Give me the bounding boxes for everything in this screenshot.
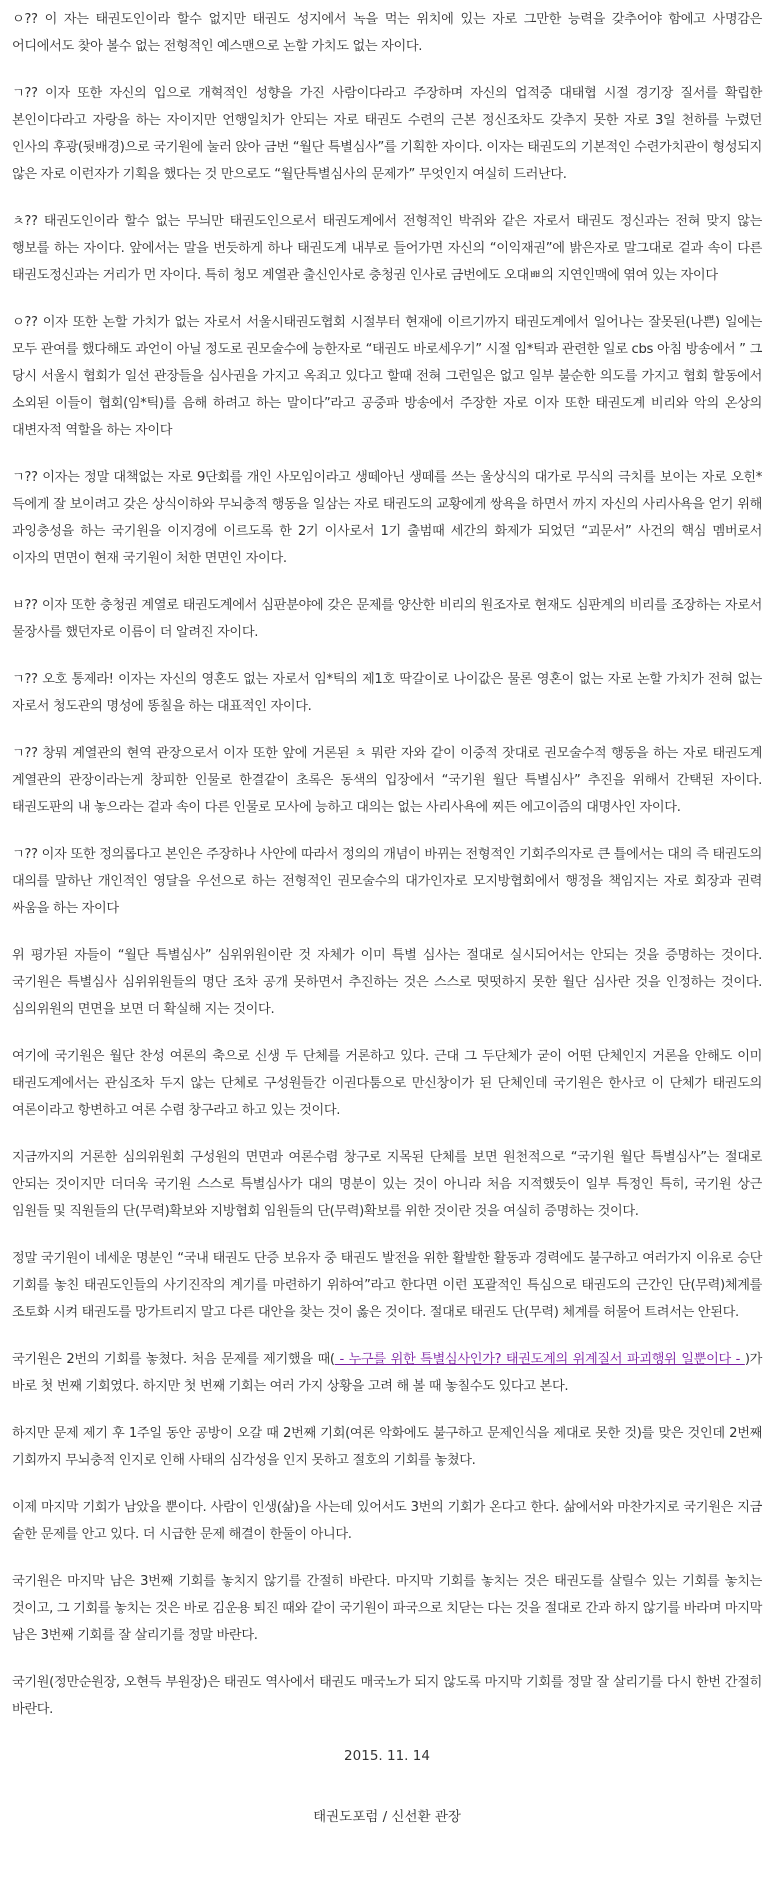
paragraph-10: 위 평가된 자들이 “월단 특별심사” 심위위원이란 것 자체가 이미 특별 심사는 절대로 실시되어서는 안되는 것을 증명하는 것이다. 국기원은 특별심사 심위위원들의 명단 조차 공개 못하면서 추진하는 것은 스스로 떳떳하지 못한 월단 심사란 것을 인정하는 것이다. 심의위원의 면면을 보면 더 확실해 지는 것이다. <box>12 948 762 1017</box>
closing-paragraph-1: 하지만 문제 제기 후 1주일 동안 공방이 오갈 때 2번째 기회(여론 악화에도 불구하고 문제인식을 제대로 못한 것)를 맞은 것인데 2번째 기회까지 무뇌충적 인지로 인해 사태의 심각성을 인지 못하고 절호의 기회를 놓쳤다. <box>12 1426 762 1468</box>
paragraph-11: 여기에 국기원은 월단 찬성 여론의 축으로 신생 두 단체를 거론하고 있다. 근대 그 두단체가 굳이 어떤 단체인지 거론을 안해도 이미 태권도계에서는 관심조차 두지 않는 단체로 구성원들간 이권다툼으로 만신창이가 된 단체인데 국기원은 한사코 이 단체가 태권도의 여론이라고 항변하고 여론 수렴 창구라고 하고 있는 것이다. <box>12 1049 762 1118</box>
paragraph-4: ㅇ?? 이자 또한 논할 가치가 없는 자로서 서울시태권도협회 시절부터 현재에 이르기까지 태권도계에서 일어나는 잘못된(나쁜) 일에는 모두 관여를 했다해도 과언이 아닐 정도로 권모술수에 능한자로 “태권도 바로세우기” 시절 임*틱과 관련한 일로 cbs 아침 방송에서 ” 그 당시 서울시 협회가 일선 관장들을 심사권을 가지고 옥죄고 있다고 할때 전혀 그런일은 없고 일부 불순한 의도를 가지고 협회 할동에서 소외된 이들이 협회(임*틱)를 음해 하려고 하는 말이다”라고 공중파 방송에서 주장한 자로 이자 또한 태권도계 비리와 악의 온상의 대변자적 역할을 하는 자이다 <box>12 315 762 438</box>
link-paragraph-before: 국기원은 2번의 기회를 놓쳤다. 처음 문제를 제기했을 때( <box>12 1352 335 1367</box>
closing-paragraph-2: 이제 마지막 기회가 남았을 뿐이다. 사람이 인생(삶)을 사는데 있어서도 3번의 기회가 온다고 한다. 삶에서와 마찬가지로 국기원은 지금 숱한 문제를 안고 있다. 더 시급한 문제 해결이 한둘이 아니다. <box>12 1500 762 1542</box>
paragraph-with-link <box>12 1346 762 1400</box>
paragraph-1: ㅇ?? 이 자는 태권도인이라 할수 없지만 태권도 성지에서 녹을 먹는 위치에 있는 자로 그만한 능력을 갖추어야 함에고 사명감은 어디에서도 찾아 볼수 없는 전형적인 예스맨으로 논할 가치도 없는 자이다. <box>12 12 762 54</box>
article-author: 태권도포럼 / 신선환 관장 <box>313 1809 461 1825</box>
paragraph-5: ㄱ?? 이자는 정말 대책없는 자로 9단회를 개인 사모임이라고 생떼아닌 생떼를 쓰는 울상식의 대가로 무식의 극치를 보이는 자로 오힌*득에게 잘 보이려고 갖은 상식이하와 무뇌충적 행동을 일삼는 자로 태권도의 교황에게 쌍욕을 하면서 까지 자신의 사리사욕을 얻기 위해 과잉충성을 하는 국기원을 이지경에 이르도록 한 2기 이사로서 1기 출범때 세간의 화제가 되었던 “괴문서” 사건의 핵심 멤버로서 이자의 면면이 현재 국기원이 처한 면면인 자이다. <box>12 470 762 566</box>
paragraph-9: ㄱ?? 이자 또한 정의롭다고 본인은 주장하나 사안에 따라서 정의의 개념이 바뀌는 전형적인 기회주의자로 큰 틀에서는 대의 즉 태권도의 대의를 말하난 개인적인 영달을 우선으로 하는 전형적인 권모술수의 대가인자로 모지방협회에서 행정을 책임지는 자로 회장과 권력 싸움을 하는 자이다 <box>12 847 762 916</box>
paragraph-3: ㅊ?? 태권도인이라 할수 없는 무늬만 태권도인으로서 태권도계에서 전형적인 박쥐와 같은 자로서 태권도 정신과는 전혀 맞지 않는 행보를 하는 자이다. 앞에서는 말을 번듯하게 하나 태권도계 내부로 들어가면 자신의 “이익재권”에 밝은자로 말그대로 겉과 속이 다른 태권도정신과는 거리가 먼 자이다. 특히 청모 계열관 출신인사로 충청권 인사로 금번에도 오대ㅃ의 지연인맥에 엮여 있는 자이다 <box>12 214 762 283</box>
paragraph-7: ㄱ?? 오호 통제라! 이자는 자신의 영혼도 없는 자로서 임*틱의 제1호 딱갈이로 나이값은 물론 영혼이 없는 자로 논할 가치가 전혀 없는 자로서 청도관의 명성에 똥칠을 하는 대표적인 자이다. <box>12 672 762 714</box>
paragraph-12: 지금까지의 거론한 심의위원회 구성원의 면면과 여론수렴 창구로 지목된 단체를 보면 원천적으로 “국기원 월단 특별심사”는 절대로 안되는 것이지만 더더욱 국기원 스스로 특별심사가 대의 명분이 있는 것이 아니라 처음 지적했듯이 일부 특정인 특히, 국기원 상근 임원들 및 직원들의 단(무력)확보와 지방협회 임원들의 단(무력)확보를 위한 것이란 것을 여실히 증명하는 것이다. <box>12 1150 762 1219</box>
related-article-link[interactable]: - 누구를 위한 특별심사인가? 태권도계의 위계질서 파괴행위 일뿐이다 - <box>334 1352 745 1367</box>
paragraph-13: 정말 국기원이 네세운 명분인 “국내 태권도 단증 보유자 중 태권도 발전을 위한 활발한 활동과 경력에도 불구하고 여러가지 이유로 승단 기회를 놓친 태권도인들의 사기진작의 계기를 마련하기 위하여”라고 한다면 이런 포괄적인 특심으로 태권도의 근간인 단(무력)체계를 조토화 시켜 태권도를 망가트리지 말고 다른 대안을 찾는 것이 옳은 것이다. 절대로 태권도 단(무력) 체계를 허물어 트려서는 안된다. <box>12 1251 762 1320</box>
paragraph-2: ㄱ?? 이자 또한 자신의 입으로 개혁적인 성향을 가진 사람이다라고 주장하며 자신의 업적중 대태협 시절 경기장 질서를 확립한 본인이다라고 자랑을 하는 자이지만 언행일치가 안되는 자로 태권도 수련의 근본 정신조차도 갖추지 못한 자로 3일 천하를 누렸던 인사의 후광(뒷배경)으로 국기원에 눌러 앉아 금번 “월단 특별심사”를 기획한 자이다. 이자는 태권도의 기본적인 수련가치관이 형성되지 않은 자로 이런자가 기획을 했다는 것 만으로도 “월단특별심사의 문제가” 무엇인지 여실히 드러난다. <box>12 86 762 182</box>
closing-paragraph-3: 국기원은 마지막 남은 3번째 기회를 놓치지 않기를 간절히 바란다. 마지막 기회를 놓치는 것은 태권도를 살릴수 있는 기회를 놓치는 것이고, 그 기회를 놓치는 것은 바로 김운용 퇴진 때와 같이 국기원이 파국으로 치닫는 다는 것을 절대로 간과 하지 않기를 바라며 마지막 남은 3번째 기회를 잘 살리기를 정말 바란다. <box>12 1574 762 1643</box>
article-date: 2015. 11. 14 <box>344 1748 430 1764</box>
closing-paragraph-4: 국기원(정만순원장, 오현득 부원장)은 태권도 역사에서 태권도 매국노가 되지 않도록 마지막 기회를 정말 잘 살리기를 다시 한번 간절히 바란다. <box>12 1675 762 1717</box>
paragraph-6: ㅂ?? 이자 또한 충청권 계열로 태권도계에서 심판분야에 갖은 문제를 양산한 비리의 원조자로 현재도 심판계의 비리를 조장하는 자로서 물장사를 했던자로 이름이 더 알려진 자이다. <box>12 598 762 640</box>
link-paragraph-after: )가 바로 첫 번째 기회였다. 하지만 첫 번째 기회는 여러 가지 상황을 고려 해 볼 때 놓칠수도 있다고 본다. <box>12 1352 763 1394</box>
paragraph-8: ㄱ?? 창뭐 계열관의 현역 관장으로서 이자 또한 앞에 거론된 ㅊ 뭐란 자와 같이 이중적 잣대로 권모술수적 행동을 하는 자로 태권도계 계열관의 관장이라는게 창피한 인물로 한결같이 초록은 동색의 입장에서 “국기원 월단 특별심사” 추진을 위해서 간택된 자이다. 태권도판의 내 놓으라는 겉과 속이 다른 인물로 모사에 능하고 대의는 없는 사리사욕에 찌든 에고이즘의 대명사인 자이다. <box>12 746 762 815</box>
